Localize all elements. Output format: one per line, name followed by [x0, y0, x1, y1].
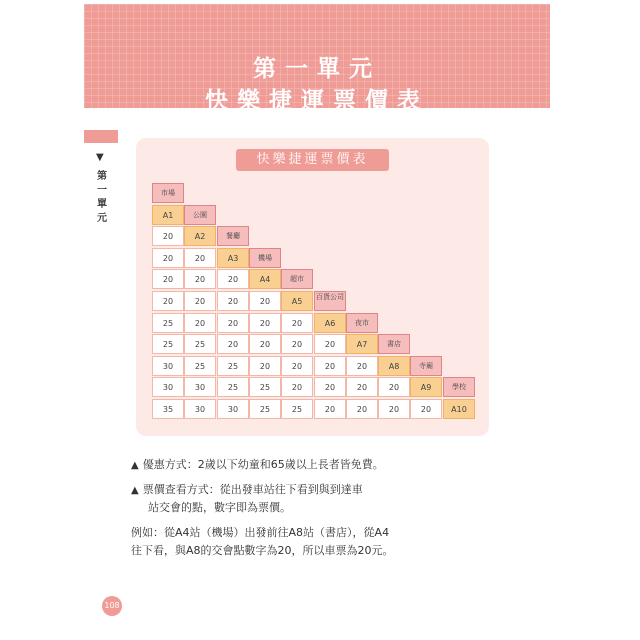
down-triangle-icon: ▼ — [96, 152, 104, 163]
fare-cell: 20 — [152, 226, 184, 246]
discount-note — [131, 457, 384, 474]
fare-table-title: 快樂捷運票價表 — [236, 149, 389, 171]
station-code-cell: A3 — [217, 248, 249, 268]
station-name-cell: 市場 — [152, 183, 184, 203]
fare-cell: 20 — [184, 269, 216, 289]
fare-cell: 20 — [217, 313, 249, 333]
fare-cell: 30 — [184, 377, 216, 397]
fare-cell: 30 — [152, 377, 184, 397]
station-name-cell: 餐廳 — [217, 226, 249, 246]
discount-text: 優惠方式：2歲以下幼童和65歲以上長者皆免費。 — [142, 458, 384, 471]
chapter-title: 快樂捷運票價表 — [205, 88, 429, 114]
fare-cell: 20 — [249, 334, 281, 354]
fare-cell: 25 — [152, 313, 184, 333]
fare-cell: 20 — [249, 356, 281, 376]
station-name-cell: 機場 — [249, 248, 281, 268]
side-marker-bar — [84, 130, 118, 143]
station-name-cell: 寺廟 — [410, 356, 442, 376]
fare-cell: 20 — [217, 269, 249, 289]
station-code-cell: A5 — [281, 291, 313, 311]
station-code-cell: A8 — [378, 356, 410, 376]
fare-cell: 20 — [314, 356, 346, 376]
station-code-cell: A10 — [443, 399, 475, 419]
fare-cell: 20 — [152, 291, 184, 311]
fare-cell: 20 — [410, 399, 442, 419]
fare-cell: 30 — [152, 356, 184, 376]
fare-cell: 25 — [217, 377, 249, 397]
fare-cell: 25 — [249, 377, 281, 397]
page-number: 108 — [102, 596, 122, 616]
fare-cell: 20 — [378, 399, 410, 419]
fare-cell: 30 — [217, 399, 249, 419]
station-name-cell: 夜市 — [346, 313, 378, 333]
fare-cell: 20 — [184, 291, 216, 311]
fare-cell: 20 — [249, 313, 281, 333]
fare-cell: 20 — [314, 377, 346, 397]
station-code-cell: A9 — [410, 377, 442, 397]
fare-cell: 20 — [249, 291, 281, 311]
fare-cell: 20 — [281, 334, 313, 354]
fare-cell: 20 — [152, 269, 184, 289]
fare-cell: 25 — [249, 399, 281, 419]
fare-cell: 20 — [281, 377, 313, 397]
lookup-text-line1: 票價查看方式：從出發車站往下看到與到達車 — [142, 483, 363, 496]
side-chapter-label: 第一單元 — [97, 171, 107, 224]
chapter-number: 第一單元 — [253, 56, 381, 82]
fare-cell: 25 — [217, 356, 249, 376]
fare-cell: 20 — [314, 399, 346, 419]
fare-cell: 20 — [378, 377, 410, 397]
fare-cell: 25 — [184, 356, 216, 376]
station-name-cell: 百貨公司 — [314, 291, 346, 311]
fare-cell: 25 — [152, 334, 184, 354]
station-name-cell: 書店 — [378, 334, 410, 354]
station-code-cell: A1 — [152, 205, 184, 225]
fare-cell: 20 — [281, 356, 313, 376]
station-name-cell: 超市 — [281, 269, 313, 289]
fare-cell: 25 — [184, 334, 216, 354]
lookup-note — [131, 482, 363, 499]
fare-cell: 20 — [346, 377, 378, 397]
station-name-cell: 學校 — [443, 377, 475, 397]
fare-cell: 30 — [184, 399, 216, 419]
fare-cell: 20 — [314, 334, 346, 354]
triangle-bullet-icon: ▲ — [131, 485, 139, 496]
fare-cell: 20 — [152, 248, 184, 268]
fare-cell: 25 — [281, 399, 313, 419]
example-line1: 例如：從A4站（機場）出發前往A8站（書店），從A4 — [131, 526, 390, 539]
fare-cell: 20 — [217, 334, 249, 354]
fare-cell: 20 — [184, 248, 216, 268]
fare-cell: 20 — [184, 313, 216, 333]
chapter-header — [84, 4, 550, 114]
station-name-cell: 公園 — [184, 205, 216, 225]
fare-cell: 20 — [346, 356, 378, 376]
fare-cell: 20 — [217, 291, 249, 311]
lookup-note-line2: 站交會的點，數字即為票價。 — [148, 501, 291, 514]
fare-cell: 35 — [152, 399, 184, 419]
station-code-cell: A7 — [346, 334, 378, 354]
station-code-cell: A2 — [184, 226, 216, 246]
example-line2: 往下看，與A8的交會點數字為20，所以車票為20元。 — [131, 544, 394, 557]
fare-cell: 20 — [346, 399, 378, 419]
station-code-cell: A4 — [249, 269, 281, 289]
triangle-bullet-icon: ▲ — [131, 460, 139, 471]
station-code-cell: A6 — [314, 313, 346, 333]
fare-cell: 20 — [281, 313, 313, 333]
